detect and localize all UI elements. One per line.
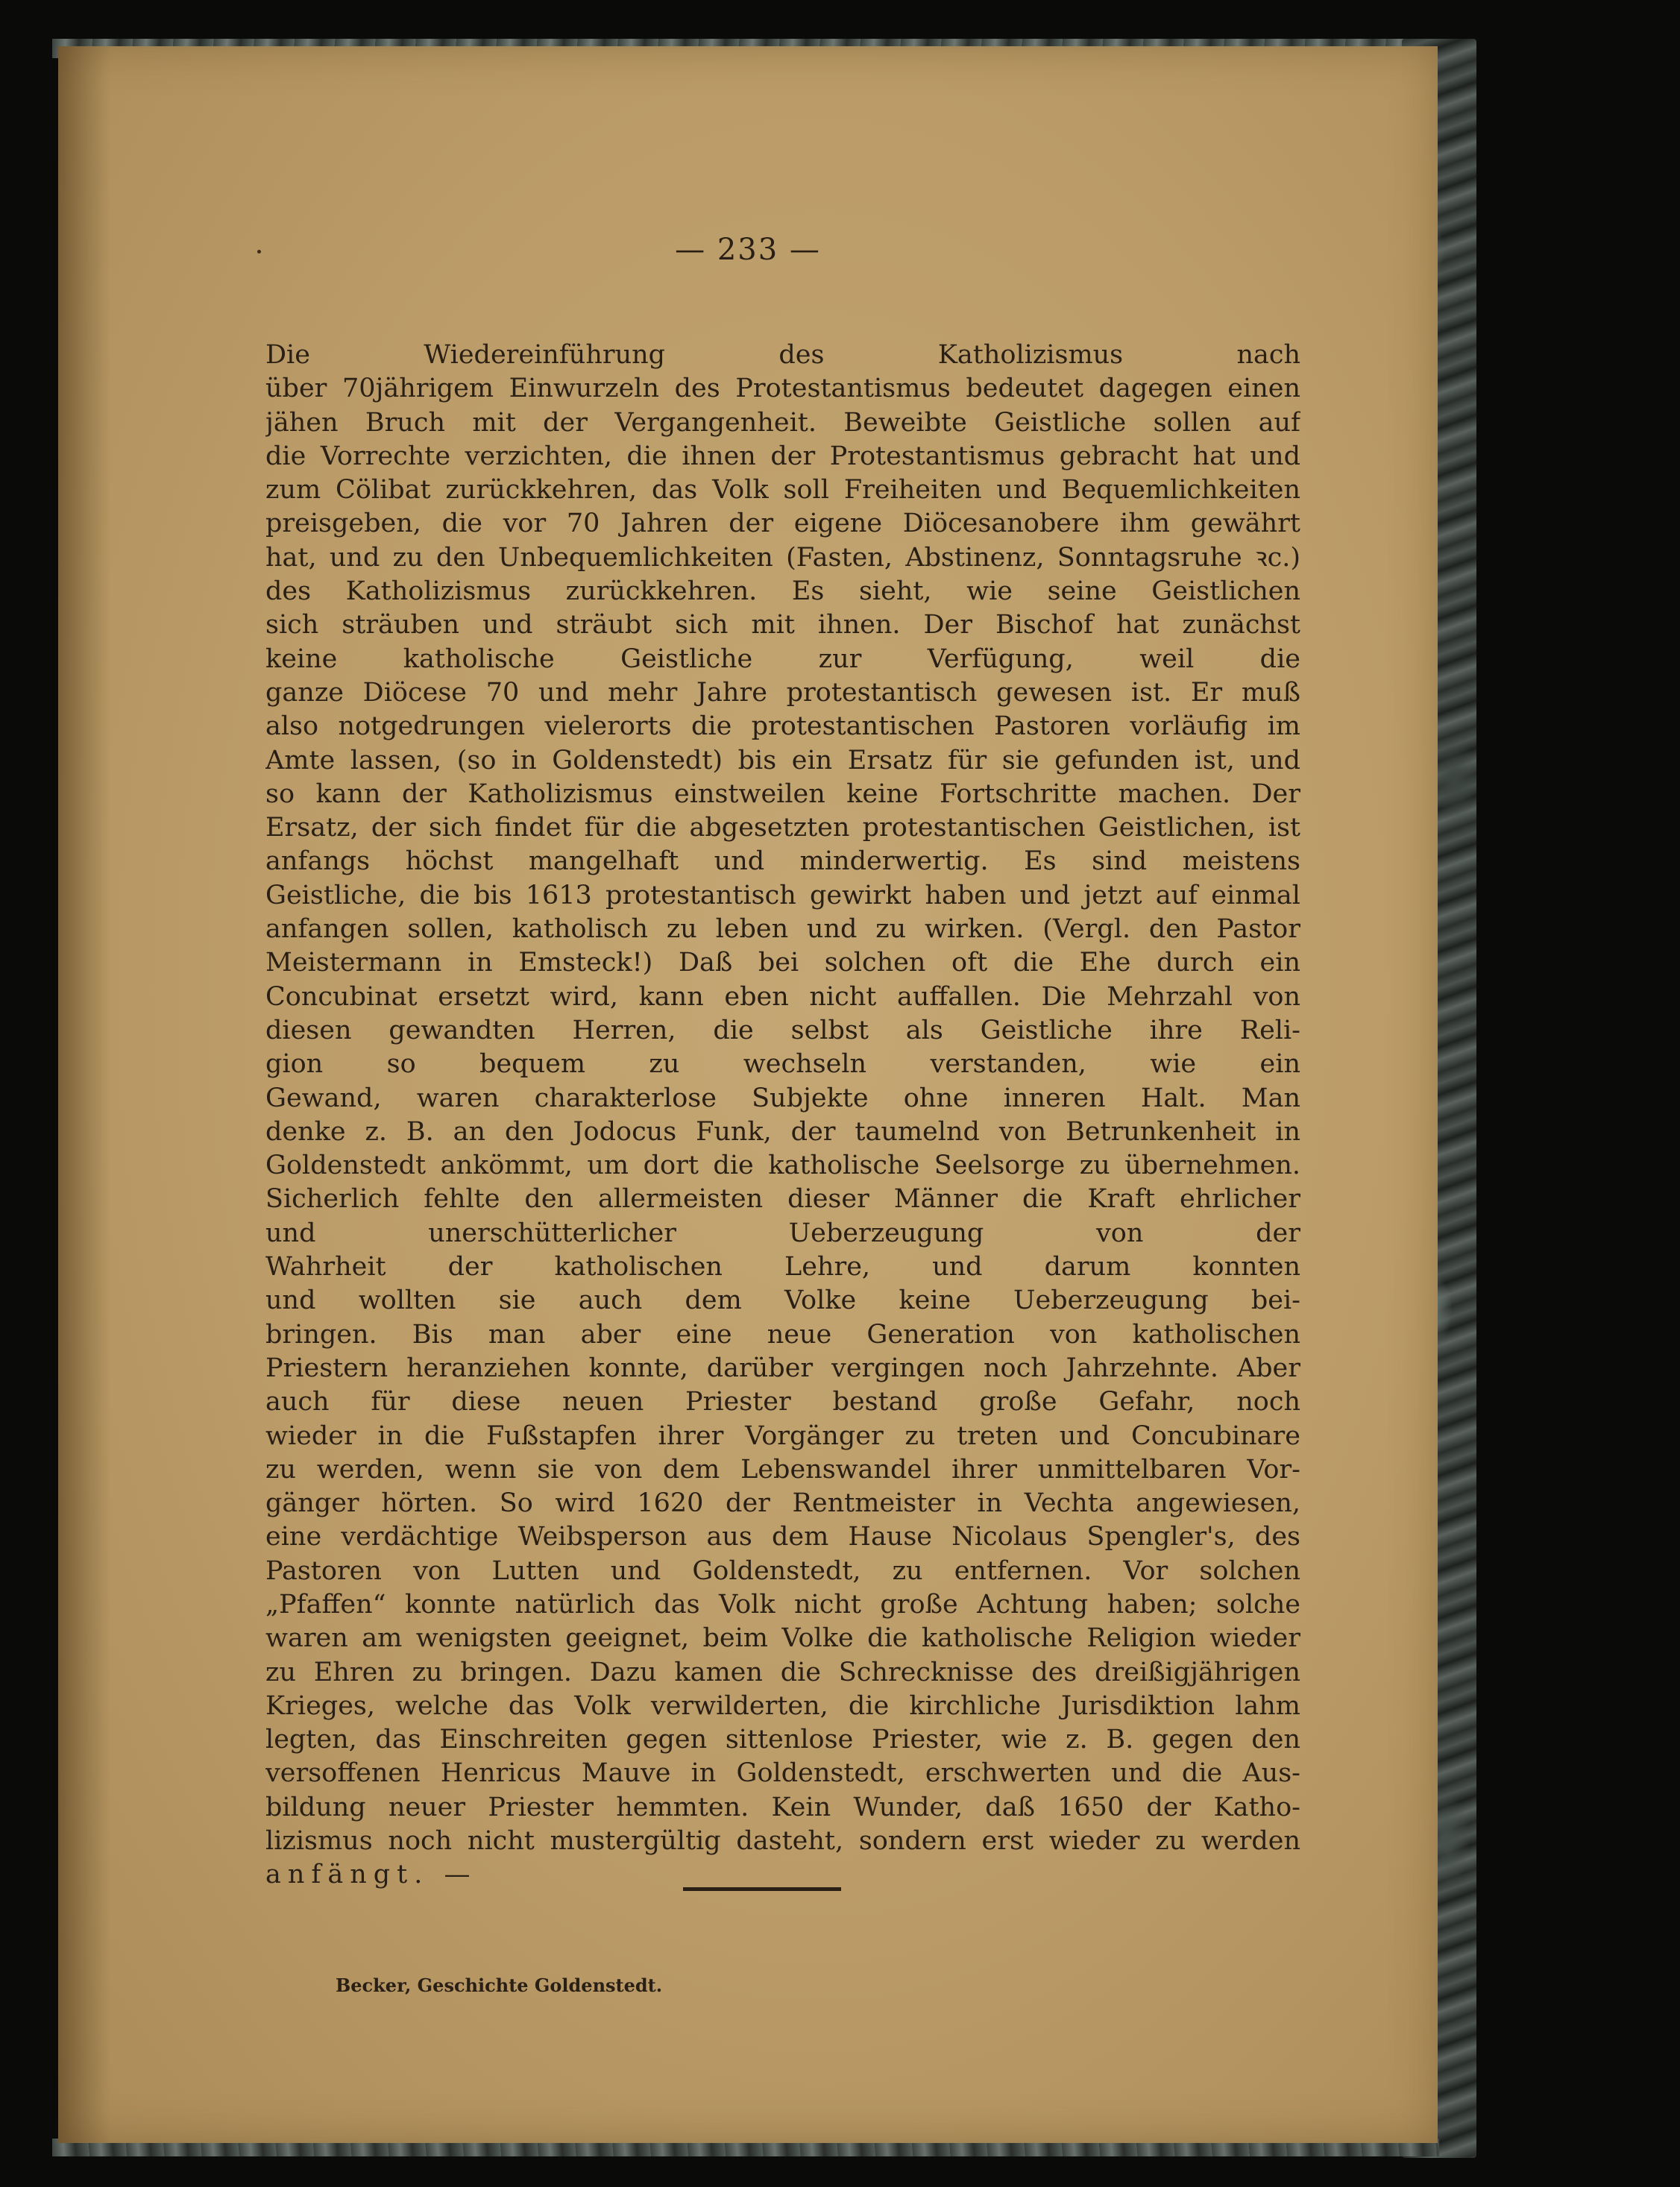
text-line: „Pfaffen“ konnte natürlich das Volk nicht große Achtung haben; solche xyxy=(265,1589,1300,1620)
text-line: und unerschütterlicher Ueberzeugung von der xyxy=(265,1218,1300,1248)
text-line: Goldenstedt ankömmt, um dort die katholische Seelsorge zu übernehmen. xyxy=(265,1151,1300,1181)
text-line: Krieges, welche das Volk verwilderten, die kirchliche Jurisdiktion lahm xyxy=(265,1690,1300,1721)
text-line: Wahrheit der katholischen Lehre, und darum konnten xyxy=(265,1252,1300,1283)
text-line: zu Ehren zu bringen. Dazu kamen die Schrecknisse des dreißigjährigen xyxy=(265,1657,1300,1687)
text-line: über 70jährigem Einwurzeln des Protestantismus bedeutet dagegen einen xyxy=(265,374,1300,404)
page-gutter-shadow xyxy=(58,46,110,2143)
text-line: zum Cölibat zurückkehren, das Volk soll Freiheiten und Bequemlichkeiten xyxy=(265,475,1300,506)
text-line: Ersatz, der sich findet für die abgesetzten protestantischen Geistlichen, ist xyxy=(265,813,1300,843)
text-line: Amte lassen, (so in Goldenstedt) bis ein Ersatz für sie gefunden ist, und xyxy=(265,745,1300,775)
text-line: lizismus noch nicht mustergültig dasteht, sondern erst wieder zu werden xyxy=(265,1826,1300,1857)
section-end-rule xyxy=(683,1887,841,1891)
text-line: auch für diese neuen Priester bestand große Gefahr, noch xyxy=(265,1387,1300,1417)
text-line: hat, und zu den Unbequemlichkeiten (Fasten, Abstinenz, Sonntagsruhe ꝛc.) xyxy=(265,542,1300,573)
text-line: ganze Diöcese 70 und mehr Jahre protestantisch gewesen ist. Er muß xyxy=(265,677,1300,708)
text-line: keine katholische Geistliche zur Verfügung, weil die xyxy=(265,643,1300,674)
text-line: des Katholizismus zurückkehren. Es sieht, wie seine Geistlichen xyxy=(265,576,1300,607)
text-line: Pastoren von Lutten und Goldenstedt, zu entfernen. Vor solchen xyxy=(265,1555,1300,1586)
text-line: denke z. B. an den Jodocus Funk, der taumelnd von Betrunkenheit in xyxy=(265,1116,1300,1147)
text-line: die Vorrechte verzichten, die ihnen der Protestantismus gebracht hat und xyxy=(265,441,1300,471)
text-line: waren am wenigsten geeignet, beim Volke die katholische Religion wieder xyxy=(265,1623,1300,1654)
text-line: Geistliche, die bis 1613 protestantisch gewirkt haben und jetzt auf einmal xyxy=(265,880,1300,910)
text-line: diesen gewandten Herren, die selbst als Geistliche ihre Reli- xyxy=(265,1015,1300,1045)
text-line: sich sträuben und sträubt sich mit ihnen. Der Bischof hat zunächst xyxy=(265,610,1300,641)
text-line: bildung neuer Priester hemmten. Kein Wunder, daß 1650 der Katho- xyxy=(265,1792,1300,1822)
text-line: anfangen sollen, katholisch zu leben und zu wirken. (Vergl. den Pastor xyxy=(265,914,1300,945)
paper-page xyxy=(58,46,1438,2143)
text-line: preisgeben, die vor 70 Jahren der eigene Diöcesanobere ihm gewährt xyxy=(265,509,1300,539)
text-line: anfangs höchst mangelhaft und minderwertig. Es sind meistens xyxy=(265,846,1300,877)
footer-signature: Becker, Geschichte Goldenstedt. xyxy=(336,1974,663,1996)
text-line: und wollten sie auch dem Volke keine Ueberzeugung bei- xyxy=(265,1286,1300,1316)
text-line: bringen. Bis man aber eine neue Generation von katholischen xyxy=(265,1319,1300,1350)
text-line: wieder in die Fußstapfen ihrer Vorgänger zu treten und Concubinare xyxy=(265,1420,1300,1451)
text-line: jähen Bruch mit der Vergangenheit. Beweibte Geistliche sollen auf xyxy=(265,407,1300,438)
text-line: also notgedrungen vielerorts die protestantischen Pastoren vorläufig im xyxy=(265,711,1300,742)
text-line: gänger hörten. So wird 1620 der Rentmeister in Vechta angewiesen, xyxy=(265,1488,1300,1519)
text-line: so kann der Katholizismus einstweilen keine Fortschritte machen. Der xyxy=(265,778,1300,809)
body-text xyxy=(265,339,1300,1892)
text-line: gion so bequem zu wechseln verstanden, wie ein xyxy=(265,1049,1300,1080)
text-line: Die Wiedereinführung des Katholizismus nach xyxy=(265,340,1300,370)
text-line: Meistermann in Emsteck!) Daß bei solchen oft die Ehe durch ein xyxy=(265,948,1300,978)
text-line: Concubinat ersetzt wird, kann eben nicht auffallen. Die Mehrzahl von xyxy=(265,981,1300,1012)
text-line: Sicherlich fehlte den allermeisten dieser Männer die Kraft ehrlicher xyxy=(265,1184,1300,1215)
page-number: — 233 — xyxy=(675,233,821,267)
text-line: legten, das Einschreiten gegen sittenlose Priester, wie z. B. gegen den xyxy=(265,1725,1300,1755)
text-line: Priestern heranziehen konnte, darüber vergingen noch Jahrzehnte. Aber xyxy=(265,1353,1300,1383)
text-line: eine verdächtige Weibsperson aus dem Hause Nicolaus Spengler's, des xyxy=(265,1522,1300,1552)
text-line: versoffenen Henricus Mauve in Goldenstedt, erschwerten und die Aus- xyxy=(265,1758,1300,1789)
text-line: Gewand, waren charakterlose Subjekte ohne inneren Halt. Man xyxy=(265,1083,1300,1113)
text-line: anfängt. — xyxy=(265,1860,477,1890)
text-line: zu werden, wenn sie von dem Lebenswandel ihrer unmittelbaren Vor- xyxy=(265,1454,1300,1485)
